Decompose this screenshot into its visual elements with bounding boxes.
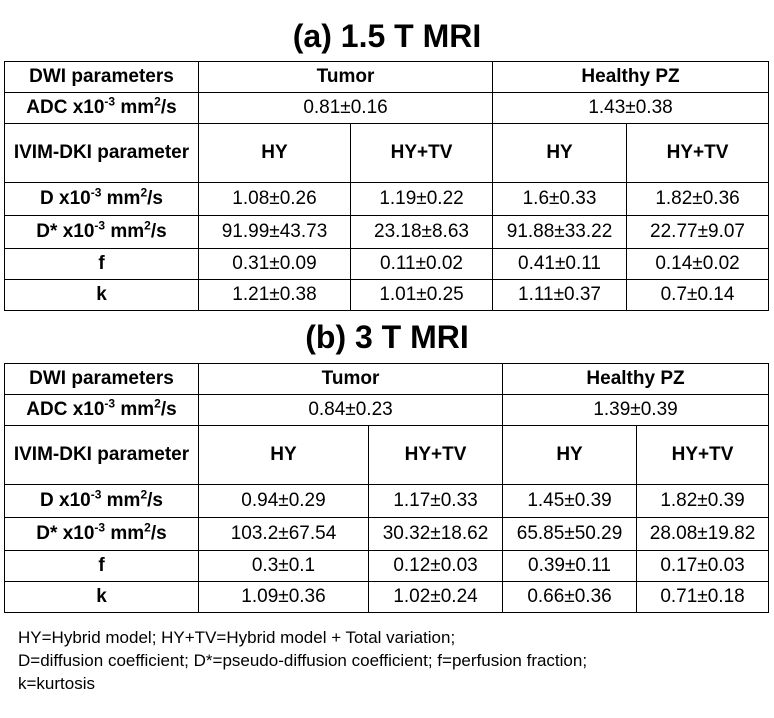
tumor-hytv-header: HY+TV: [351, 124, 493, 183]
table-cell: 0.94±0.29: [199, 485, 369, 518]
table-row: [5, 249, 769, 280]
table-row: [5, 216, 769, 249]
ivim-dki-parameter-label: IVIM-DKI parameter: [5, 426, 199, 485]
table-cell: 1.19±0.22: [351, 183, 493, 216]
adc-tumor-value: 0.81±0.16: [199, 93, 493, 124]
table-row: [5, 93, 769, 124]
footnote-line: HY=Hybrid model; HY+TV=Hybrid model + Total variation;: [18, 628, 456, 647]
tumor-header: Tumor: [199, 62, 493, 93]
table-a-title: (a) 1.5 T MRI: [292, 18, 482, 54]
table-cell: 0.17±0.03: [637, 551, 769, 582]
tumor-hytv-header: HY+TV: [369, 426, 503, 485]
table-row: [5, 582, 769, 613]
k-label: k: [5, 582, 199, 613]
table-b: [4, 363, 769, 613]
table-cell: 0.12±0.03: [369, 551, 503, 582]
footnote-line: D=diffusion coefficient; D*=pseudo-diffusion coefficient; f=perfusion fraction;: [18, 651, 588, 670]
dwi-parameters-label: DWI parameters: [5, 364, 199, 395]
table-cell: 1.21±0.38: [199, 280, 351, 311]
f-label: f: [5, 551, 199, 582]
table-cell: 1.08±0.26: [199, 183, 351, 216]
table-cell: 1.09±0.36: [199, 582, 369, 613]
healthy-pz-header: Healthy PZ: [503, 364, 769, 395]
table-cell: 65.85±50.29: [503, 518, 637, 551]
table-cell: 1.6±0.33: [493, 183, 627, 216]
table-cell: 0.71±0.18: [637, 582, 769, 613]
ivim-dki-parameter-label: IVIM-DKI parameter: [5, 124, 199, 183]
d-label: D $x10^{-3}$ $mm^2/s$: [5, 183, 199, 216]
table-row: [5, 364, 769, 395]
footnote-line: k=kurtosis: [18, 674, 95, 693]
table-row: [5, 124, 769, 183]
table-cell: 0.3±0.1: [199, 551, 369, 582]
table-cell: 103.2±67.54: [199, 518, 369, 551]
table-row: [5, 518, 769, 551]
table-cell: 0.31±0.09: [199, 249, 351, 280]
table-cell: 0.66±0.36: [503, 582, 637, 613]
tumor-header: Tumor: [199, 364, 503, 395]
table-cell: 1.01±0.25: [351, 280, 493, 311]
table-row: [5, 280, 769, 311]
d-label: D $x10^{-3}$ $mm^2/s$: [5, 485, 199, 518]
table-cell: 0.39±0.11: [503, 551, 637, 582]
f-label: f: [5, 249, 199, 280]
adc-healthy-value: 1.39±0.39: [503, 395, 769, 426]
table-b-title: (b) 3 T MRI: [305, 319, 469, 355]
table-cell: 1.82±0.36: [627, 183, 769, 216]
table-row: [5, 62, 769, 93]
footnote: [18, 626, 758, 695]
table-cell: 1.02±0.24: [369, 582, 503, 613]
healthy-pz-header: Healthy PZ: [493, 62, 769, 93]
table-cell: 0.11±0.02: [351, 249, 493, 280]
table-cell: 1.82±0.39: [637, 485, 769, 518]
healthy-hytv-header: HY+TV: [627, 124, 769, 183]
healthy-hy-header: HY: [503, 426, 637, 485]
table-cell: 0.14±0.02: [627, 249, 769, 280]
table-row: [5, 485, 769, 518]
table-a: [4, 61, 769, 311]
k-label: k: [5, 280, 199, 311]
table-cell: 28.08±19.82: [637, 518, 769, 551]
table-row: [5, 551, 769, 582]
adc-tumor-value: 0.84±0.23: [199, 395, 503, 426]
dstar-label: D* $x10^{-3}$ $mm^2/s$: [5, 518, 199, 551]
tumor-hy-header: HY: [199, 124, 351, 183]
table-cell: 1.45±0.39: [503, 485, 637, 518]
tumor-hy-header: HY: [199, 426, 369, 485]
table-row: [5, 183, 769, 216]
table-cell: 22.77±9.07: [627, 216, 769, 249]
table-cell: 1.17±0.33: [369, 485, 503, 518]
table-cell: 1.11±0.37: [493, 280, 627, 311]
table-row: [5, 426, 769, 485]
healthy-hytv-header: HY+TV: [637, 426, 769, 485]
adc-label: ADC $x10^{-3}$ $mm^2/s$: [5, 93, 199, 124]
healthy-hy-header: HY: [493, 124, 627, 183]
table-cell: 91.88±33.22: [493, 216, 627, 249]
adc-healthy-value: 1.43±0.38: [493, 93, 769, 124]
table-cell: 30.32±18.62: [369, 518, 503, 551]
table-cell: 0.41±0.11: [493, 249, 627, 280]
table-cell: 23.18±8.63: [351, 216, 493, 249]
table-row: [5, 395, 769, 426]
table-cell: 91.99±43.73: [199, 216, 351, 249]
dwi-parameters-label: DWI parameters: [5, 62, 199, 93]
dstar-label: D* $x10^{-3}$ $mm^2/s$: [5, 216, 199, 249]
table-cell: 0.7±0.14: [627, 280, 769, 311]
adc-label: ADC $x10^{-3}$ $mm^2/s$: [5, 395, 199, 426]
